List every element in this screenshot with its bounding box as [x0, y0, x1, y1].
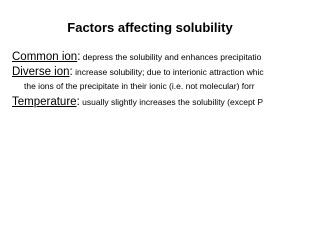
description-temperature: usually slightly increases the solubility (except P [79, 97, 264, 107]
term-colon: : [76, 96, 80, 108]
description-common-ion: depress the solubility and enhances precipitatio [80, 52, 262, 62]
bullet-diverse-ion [12, 65, 264, 78]
description-diverse-ion: increase solubility; due to interionic attraction whic [72, 67, 264, 77]
slide-title: Factors affecting solubility [67, 20, 233, 35]
term-colon: : [77, 51, 81, 63]
bullet-common-ion [12, 50, 261, 63]
term-common-ion: Common ion [12, 51, 78, 63]
term-colon: : [69, 66, 73, 78]
bullet-temperature [12, 95, 263, 108]
description-diverse-ion-continuation: the ions of the precipitate in their ionic (i.e. not molecular) forr [24, 81, 255, 91]
term-diverse-ion: Diverse ion [12, 66, 70, 78]
term-temperature: Temperature [12, 96, 77, 108]
